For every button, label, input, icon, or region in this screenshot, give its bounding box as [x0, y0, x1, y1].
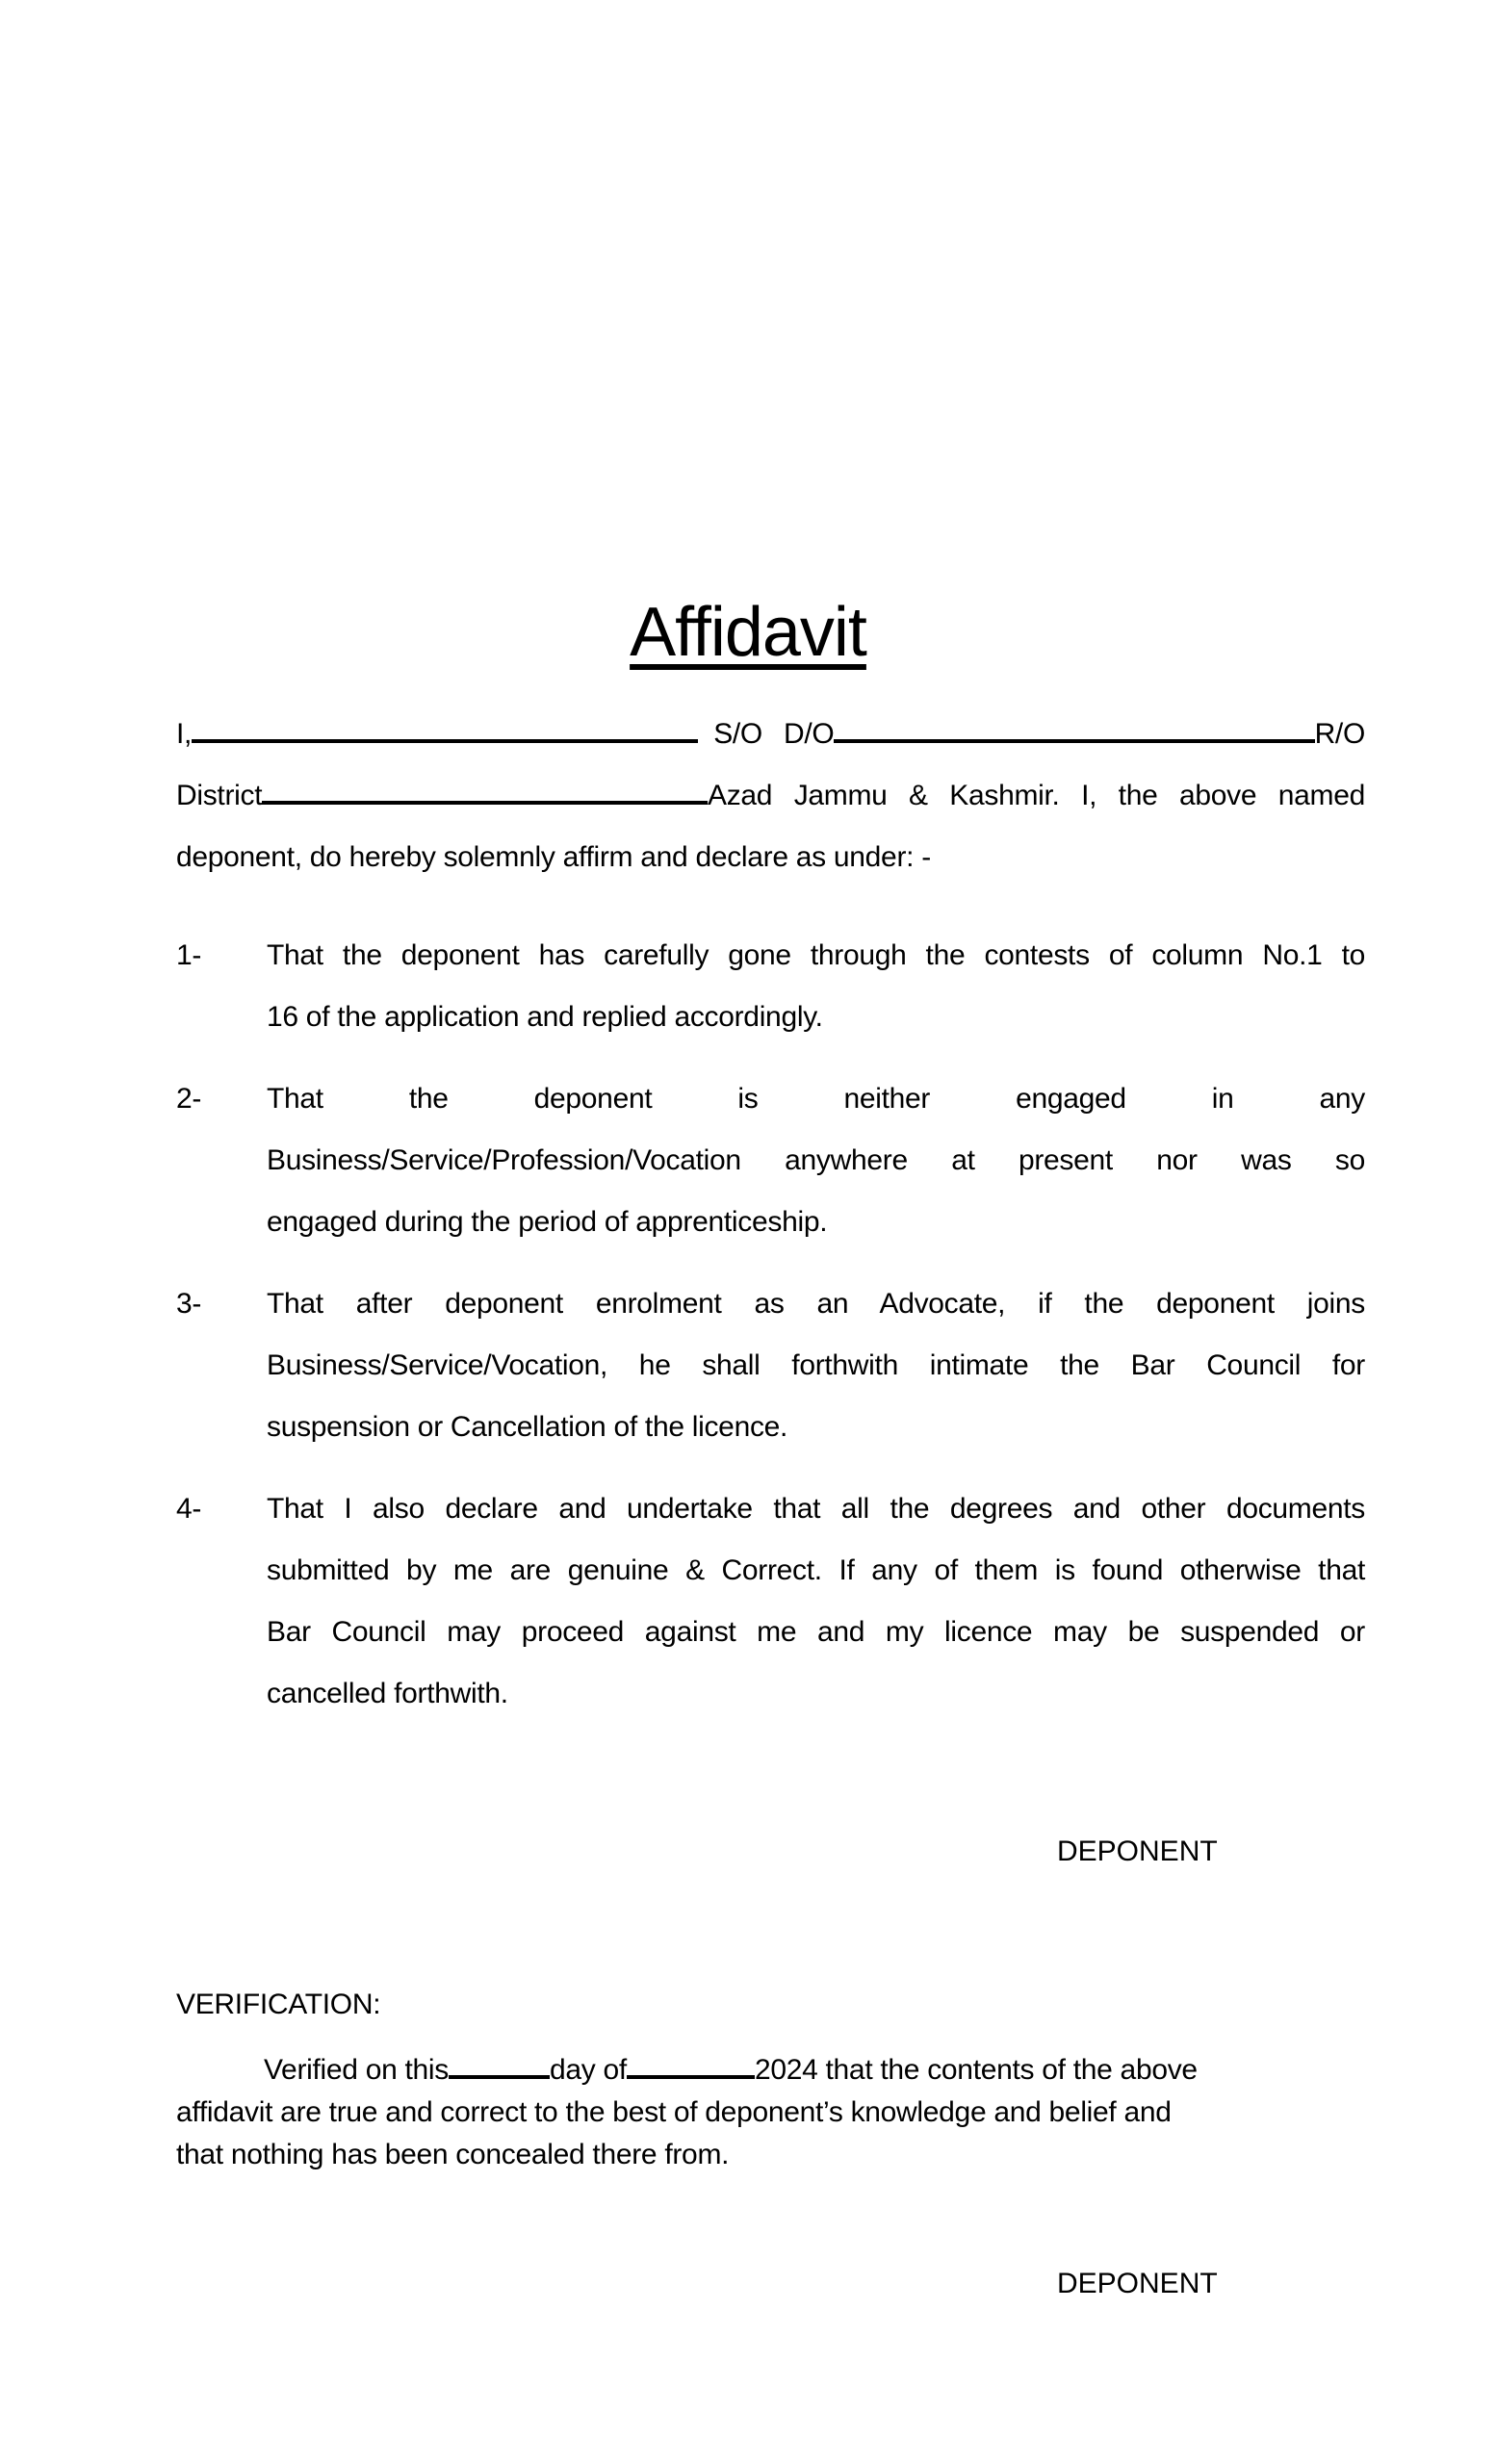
parentage-blank-line	[834, 739, 1314, 743]
deponent-signature-label-top: DEPONENT	[1057, 1835, 1218, 1867]
intro-line1-mid: S/O D/O	[713, 718, 835, 750]
clause-text-line: That the deponent is neither engaged in any	[267, 1083, 1365, 1115]
verification-line-1	[176, 2049, 1365, 2092]
intro-line1-post: R/O	[1314, 718, 1365, 750]
clause-text-line: engaged during the period of apprenticeship.	[267, 1206, 828, 1238]
clause-text-line: submitted by me are genuine & Correct. If any of them is found otherwise that	[267, 1554, 1365, 1586]
clause-text-line: That the deponent has carefully gone through the contests of column No.1 to	[267, 939, 1365, 971]
intro-line2-tail: Azad Jammu & Kashmir. I, the above named	[708, 780, 1365, 811]
month-blank-line	[627, 2075, 755, 2079]
clause-text-line: That I also declare and undertake that all the degrees and other documents	[267, 1493, 1365, 1525]
clause-text-line: Business/Service/Vocation, he shall forthwith intimate the Bar Council for	[267, 1349, 1365, 1381]
clause-text-line: cancelled forthwith.	[267, 1678, 508, 1709]
clause-2-number: 2-	[176, 1083, 202, 1115]
clause-text-line: 16 of the application and replied accordingly.	[267, 1001, 823, 1033]
clause-1	[176, 925, 1365, 1048]
clause-text-line: Business/Service/Profession/Vocation anywhere at present nor was so	[267, 1144, 1365, 1176]
clause-3-text	[267, 1273, 1365, 1458]
clause-2-text	[267, 1068, 1365, 1253]
intro-line-1	[176, 704, 1365, 765]
verification-line1-post: 2024 that the contents of the above	[754, 2054, 1198, 2086]
district-blank-line	[262, 801, 708, 805]
day-blank-line	[449, 2075, 550, 2079]
clause-2	[176, 1068, 1365, 1253]
verification-paragraph	[176, 2049, 1365, 2176]
clause-text-line: That after deponent enrolment as an Advocate, if the deponent joins	[267, 1288, 1365, 1320]
verification-line-3: that nothing has been concealed there from.	[176, 2139, 730, 2170]
document-title: Affidavit	[630, 594, 866, 671]
clause-1-text	[267, 925, 1365, 1048]
verification-line-2: affidavit are true and correct to the best of deponent’s knowledge and belief and	[176, 2096, 1172, 2128]
intro-line-2	[176, 765, 1365, 827]
clause-4	[176, 1478, 1365, 1725]
clause-3-number: 3-	[176, 1288, 202, 1320]
intro-paragraph	[176, 704, 1365, 888]
intro-line2-pre: District	[176, 780, 263, 811]
verification-line1-pre: Verified on this	[264, 2054, 449, 2086]
clause-text-line: suspension or Cancellation of the licence.	[267, 1411, 788, 1443]
verification-line1-mid: day of	[550, 2054, 627, 2086]
verification-heading: VERIFICATION:	[176, 1989, 381, 2020]
clause-3	[176, 1273, 1365, 1458]
clause-1-number: 1-	[176, 939, 202, 971]
intro-line-3: deponent, do hereby solemnly affirm and declare as under: -	[176, 841, 931, 873]
deponent-signature-label-bottom: DEPONENT	[1057, 2268, 1218, 2299]
clauses-list	[176, 925, 1365, 1745]
clause-text-line: Bar Council may proceed against me and my licence may be suspended or	[267, 1616, 1365, 1648]
name-blank-line	[192, 739, 698, 743]
clause-4-text	[267, 1478, 1365, 1725]
clause-4-number: 4-	[176, 1493, 202, 1525]
intro-line1-pre: I,	[176, 718, 193, 750]
